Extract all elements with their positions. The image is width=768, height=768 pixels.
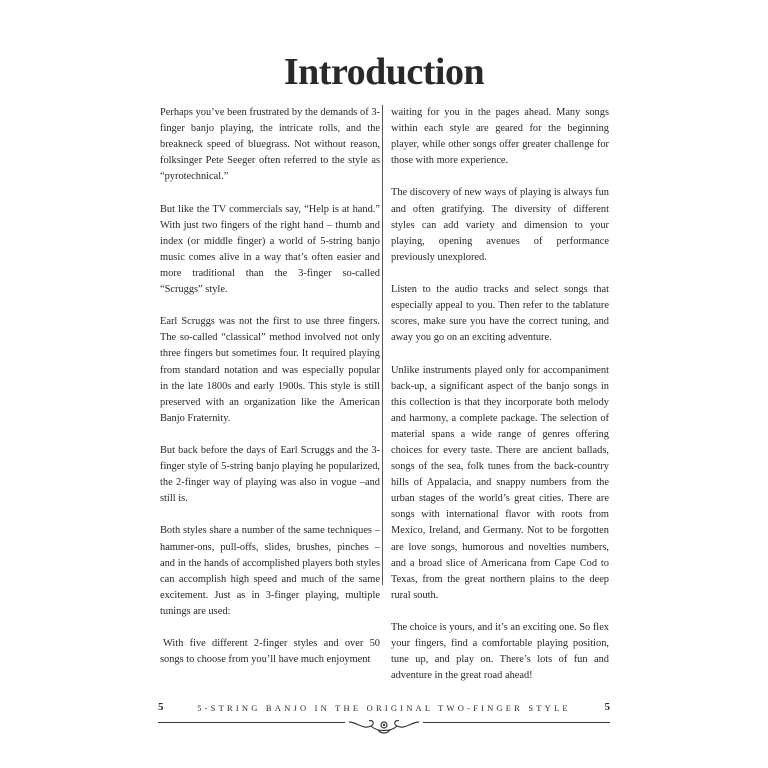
paragraph: Listen to the audio tracks and select songs that especially appeal to you. Then refer to the tablature scores, make sure you have the correct tuning, and away you go on an exciting adventure. [391,284,609,344]
paragraph: With five different 2-finger styles and over 50 songs to choose from you’ll have much enjoyment [160,638,380,666]
page-number-left: 5 [158,701,164,713]
paragraph: Perhaps you’ve been frustrated by the demands of 3-finger banjo playing, the intricate rolls, and the breakneck speed of bluegrass. Not without reason, folksinger Pete Seeger often referred to the style as “pyrotechnical.” [160,107,380,183]
paragraph: The discovery of new ways of playing is always fun and often gratifying. The diversity of different styles can add variety and dimension to your playing, opening avenues of performance previously unexplored. [391,187,609,263]
running-title: 5-STRING BANJO IN THE ORIGINAL TWO-FINGER STYLE [197,703,571,713]
paragraph: Earl Scruggs was not the first to use three fingers. The so-called “classical” method involved not only three fingers but sometimes four. It required playing from standard notation and was especially popular in the late 1800s and early 1900s. This style is still preserved with an organization like the American Banjo Fraternity. [160,316,380,424]
scroll-flourish-icon [345,716,423,736]
running-footer [158,701,610,717]
left-column [160,105,380,684]
right-column [391,105,609,700]
paragraph: But back before the days of Earl Scruggs and the 3-finger style of 5-string banjo playing he popularized, the 2-finger way of playing was also in vogue –and still is. [160,444,380,505]
paragraph: waiting for you in the pages ahead. Many songs within each style are geared for the beginning player, while other songs offer greater challenge for those with more experience. [391,107,609,167]
paragraph: Both styles share a number of the same techniques – hammer-ons, pull-offs, slides, brushes, pinches – and in the hands of accomplished players both styles can accomplish high speed and much of the same excitement. Just as in 3-finger playing, multiple tunings are used: [160,525,380,617]
paragraph: But like the TV commercials say, “Help is at hand.” With just two fingers of the right hand – thumb and index (or middle finger) a world of 5-string banjo music comes alive in a way that’s often easier and more traditional than the 3-finger so-called “Scruggs” style. [160,203,380,296]
page-number-right: 5 [604,701,610,713]
column-divider [382,105,383,585]
page-title: Introduction [283,51,485,93]
paragraph: The choice is yours, and it’s an exciting one. So flex your fingers, find a comfortable playing position, tune up, and play on. There’s lots of fun and adventure in the great road ahead! [391,622,609,682]
paragraph: Unlike instruments played only for accompaniment back-up, a significant aspect of the banjo songs in this collection is that they incorporate both melody and harmony, a complete package. The selection of material spans a wide range of genres offering choices for every taste. There are ancient ballads, songs of the sea, folk tunes from the back-country hills of Appalacia, and snappy numbers from the urban stages of the world’s great cities. There are songs with international flavor with roots from Mexico, Ireland, and Germany. Not to be forgotten are love songs, humorous and novelties numbers, and a broad slice of Americana from Cape Cod to Texas, from the great northern plains to the deep rural south. [391,364,609,601]
